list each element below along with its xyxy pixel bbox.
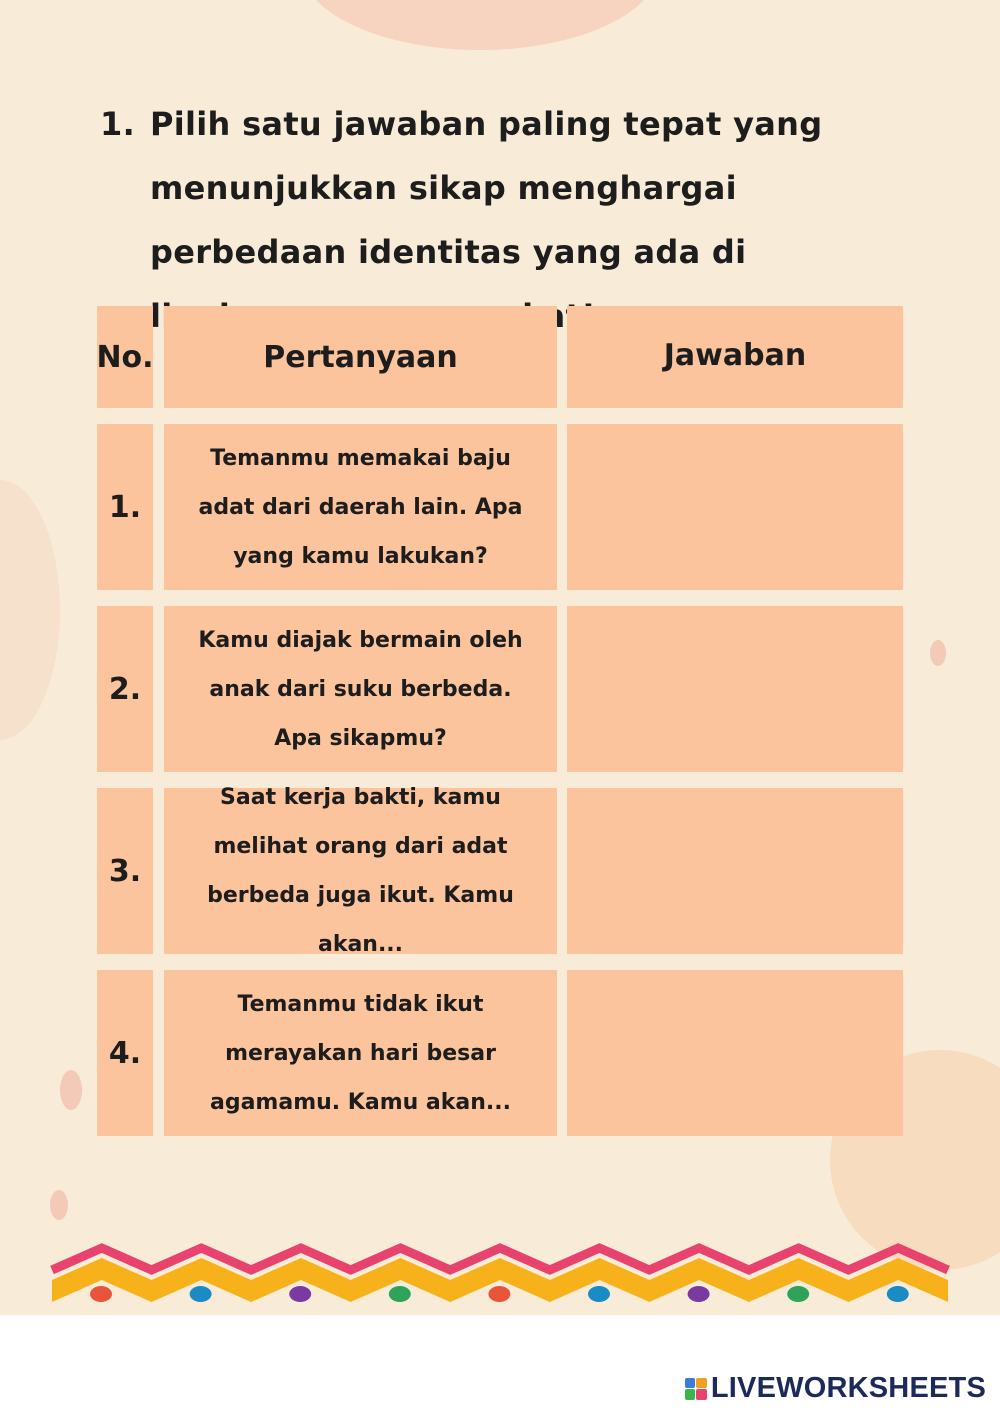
decor-speck xyxy=(60,1070,82,1110)
header-no: No. xyxy=(97,306,153,408)
answer-field-1[interactable] xyxy=(567,424,903,590)
decor-dot xyxy=(588,1286,610,1302)
decor-blob-left xyxy=(0,480,60,740)
row-number: 1. xyxy=(97,424,153,590)
decor-dot xyxy=(887,1286,909,1302)
row-number: 4. xyxy=(97,970,153,1136)
decor-speck xyxy=(930,640,946,666)
decor-dot xyxy=(389,1286,411,1302)
instruction-text: Pilih satu jawaban paling tepat yang menunjukkan sikap menghargai perbedaan identitas yang ada di xyxy=(150,105,823,271)
decor-blob-top xyxy=(300,0,660,50)
header-answer: Jawaban xyxy=(567,306,903,408)
liveworksheets-logo-icon xyxy=(685,1378,707,1400)
decor-dot xyxy=(787,1286,809,1302)
question-text: Saat kerja bakti, kamu melihat orang dari adat berbeda juga ikut. Kamu akan... xyxy=(164,788,557,954)
decor-dot xyxy=(289,1286,311,1302)
question-text: Temanmu memakai baju adat dari daerah lain. Apa yang kamu lakukan? xyxy=(164,424,557,590)
decor-speck xyxy=(50,1190,68,1220)
row-number: 2. xyxy=(97,606,153,772)
row-number: 3. xyxy=(97,788,153,954)
zigzag-border-decoration xyxy=(0,1230,1000,1315)
liveworksheets-logo[interactable] xyxy=(685,1372,986,1405)
header-question: Pertanyaan xyxy=(164,306,557,408)
decor-dot xyxy=(488,1286,510,1302)
answer-field-4[interactable] xyxy=(567,970,903,1136)
answer-field-2[interactable] xyxy=(567,606,903,772)
decor-dot xyxy=(190,1286,212,1302)
decor-dot xyxy=(688,1286,710,1302)
zigzag-dots xyxy=(90,1286,909,1302)
instruction-number: 1. xyxy=(100,105,136,143)
decor-dot xyxy=(90,1286,112,1302)
question-text: Temanmu tidak ikut merayakan hari besar agamamu. Kamu akan... xyxy=(164,970,557,1136)
answer-field-3[interactable] xyxy=(567,788,903,954)
question-text: Kamu diajak bermain oleh anak dari suku berbeda. Apa sikapmu? xyxy=(164,606,557,772)
brand-name: LIVEWORKSHEETS xyxy=(710,1372,986,1404)
